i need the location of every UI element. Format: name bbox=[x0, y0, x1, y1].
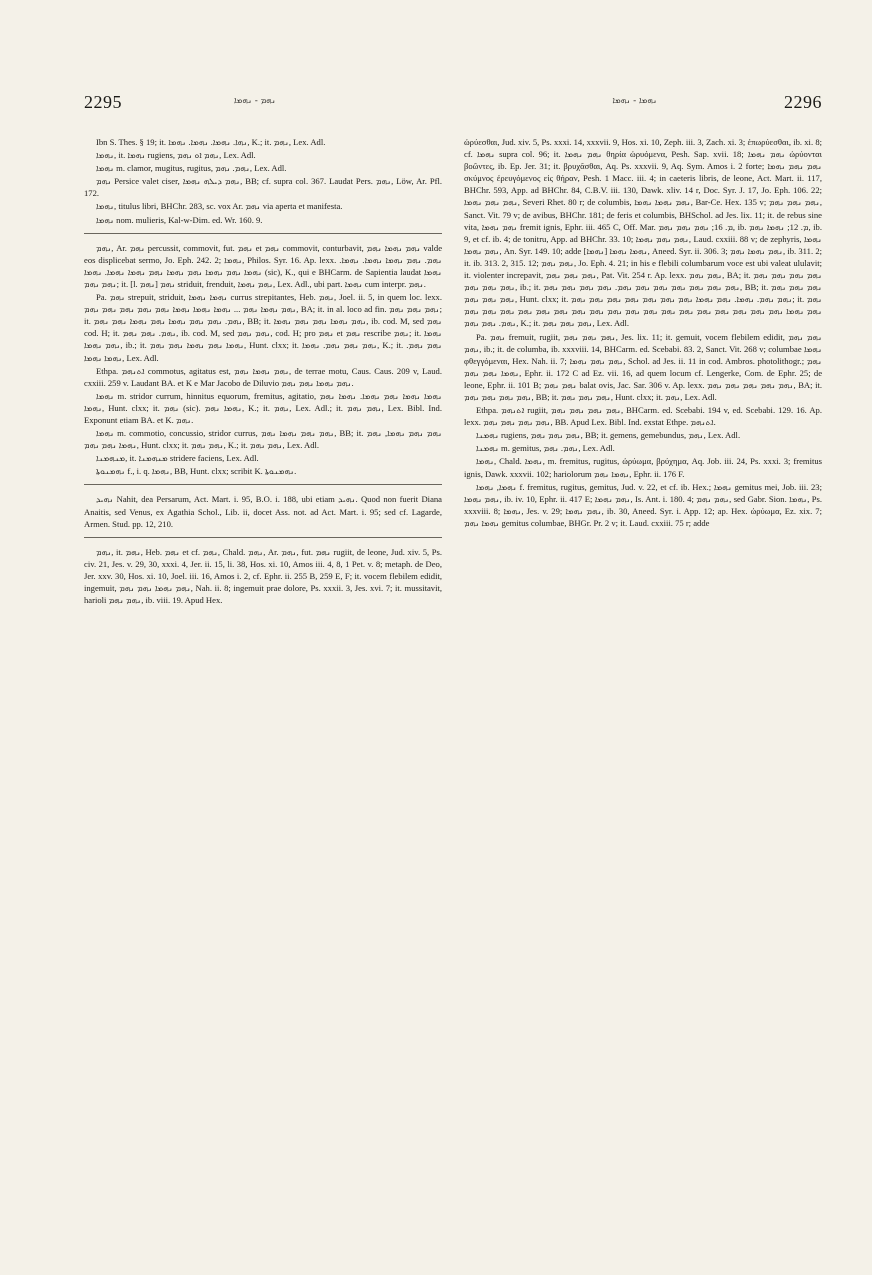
right-column bbox=[464, 136, 822, 1235]
dictionary-entry: ܢܗܡܢܐ m. gemitus, ܢܗܡ. ܢܗܡ, Lex. Adl. bbox=[476, 443, 615, 454]
dictionary-entry: Ibn S. Thes. § 19; it. ܢܗܐ. ܢܗܡܐ. ܢܗܡܐ. ܢܗܡܐ, K.; it. ܢܗܡ, Lex. Adl. bbox=[96, 137, 326, 147]
dictionary-entry: ܢܗܡܐ, titulus libri, BHChr. 283, sc. vox Ar. ܢܗܡ via aperta et manifesta. bbox=[96, 201, 343, 212]
right-page-number: 2296 bbox=[784, 92, 822, 112]
text-columns bbox=[84, 136, 822, 1235]
dictionary-entry: ܢܗܝܕ Nahit, dea Persarum, Act. Mart. i. 95, B.O. i. 188, ubi etiam ܢܗܝܕ. Quod non fuerit Diana Anaitis, sed Venus, ex Agathia Schol., Lib. ii, docet Ass. not. ad Act. Mart. i. 95; sed cf. Lagarde, Armen. Stud. pp. 12, 210. bbox=[84, 494, 442, 529]
dictionary-entry: ܢܗܡ, it. ܢܗܡ, Heb. ܢܗܡ et cf. ܢܗܡ, Chald. ܢܗܡ, Ar. ܢܗܡ, fut. ܢܗܡ rugiit, de leone, Jud. xiv. 5, Ps. civ. 21, Jes. v. 29, 30, xxxi. 4, Jer. ii. 15, li. 38, Hos. xi. 10, Amos iii. 4, 8, 1 Pet. v. 8; metaph. de Deo, Jer. xxv. 30, Hos. xi. 10, Joel. iii. 16, Amos i. 2, cf. Ephr. ii. 255 B, 259 E, F; it. vocem flebilem edidit, ingemuit, ܢܗܡ ܢܗܡܐ ܢܗܡ ܢܗܡ, Nah. ii. 8; ingemuit prae dolore, Ps. xxxii. 3, Jes. xvi. 7; it. mussitavit, harioli ܢܗܡ ܢܗܡ, ib. viii. 19. Apud Hex. bbox=[84, 546, 442, 606]
dictionary-entry: ܢܗܡܐ, ܢܗܡܐ f. fremitus, rugitus, gemitus, Jud. v. 22, et cf. ib. Hex.; ܢܗܡܐ gemitus mei, Job. iii. 23; ܢܗܡ ܢܗܡܐ, ib. iv. 10, Ephr. ii. 417 E; ܢܗܡ ܢܗܡܐ, Is. Ant. i. 180. 4; ܢܗܡ ܢܗܡ, sed Gabr. Sion. ܢܗܡܐ, Ps. xxxviii. 8; ܢܗܡܐ, Jes. v. 29; ܢܗܡ ܢܗܡܐ, ib. 30, Aneed. Syr. i. App. 12; ap. Hex. ὠρύωμα, Ez. xix. 7; ܢܗܡܐ ܢܗܡ gemitus columbae, BHGr. Pr. 2 v; it. Laud. cxxiii. 75 r; adde bbox=[464, 481, 822, 528]
dictionary-entry: ܢܗܡ, Ar. ܢܗܡ percussit, commovit, fut. ܢܗܡ et ܢܗܡ commovit, conturbavit, ܢܗܡ ܢܗܡܐ ܢܗܡ valde eos displicebat sermo, Jo. Eph. 242. 2; ܢܗܡܐ, Philos. Syr. 16. Ap. lexx. ܢܗܡ. ܢܗܡ ܢܗܡܐ ܢܗܡܐ. ܢܗܡܐ. ܢܗܡܐ ܢܗܡ ܢܗܡܐ ܢܗܡ ܢܗܡܐ ܢܗܡ ܢܗܡܐ ܢܗܡܐ. ܢܗܡܐ (sic), K., qui e BHCarm. de Sapientia laudat ܢܗܡܐ ܢܗܡ ܢܗܡ; it. [l. ܢܗܡ] ܢܗܡ striduit, frenduit, ܢܗܡ ܢܗܡܐ, Lex. Adl., ubi part. ܢܗܡܐ cum interpr. ܢܗܡ. bbox=[84, 242, 442, 289]
dictionary-entry: Pa. ܢܗܡ fremuit, rugiit, ܢܗܡ ܢܗܡ ܢܗܡ, Jes. lix. 11; it. gemuit, vocem flebilem edidit, ܢܗܡ ܢܗܡ ܢܗܡ, ib.; it. de columba, ib. xxxviii. 14, BHCarm. ed. Scebabi. 83. 2, Sanct. Vit. 268 v; columbae ܢܗܡܐ φθεγγόμεναι, Hex. Nah. ii. 7; ܢܗܡ ܢܗܡ ܢܗܡܐ, Schol. ad Jes. ii. 11 in cod. Ambros. photolithogr.; ܢܗܡ ܢܗܡܐ ܢܗܡ ܢܗܡ, Ephr. ii. 172 C ad Ez. vii. 16, ad quem locum cf. Lengerke, Com. de Ephr. 25; de leone, Ephr. ii. 101 B; ܢܗܡ ܢܗܡ balat ovis, Jac. Sar. 306 v. Ap. lexx. ܢܗܡ ܢܗܡ ܢܗܡ ܢܗܡ ܢܗܡ, BA; it. ܢܗܡ ܢܗܡ ܢܗܡ ܢܗܡ, BB; it. ܢܗܡ ܢܗܡ ܢܗܡ, Hunt. clxx; it. ܢܗܡ, Lex. Adl. bbox=[464, 331, 822, 402]
dictionary-entry: ܢܗܡܢܘܬܐ f., i. q. ܢܗܡܐ, BB, Hunt. clxx; scribit K. ܢܗܡܢܘܬܐ. bbox=[96, 466, 297, 477]
section-divider bbox=[84, 484, 442, 485]
dictionary-entry: Ethpa. ܐܬܢܗܡ rugiit, ܢܗܡ ܢܗܡ ܢܗܡ ܢܗܡ, BHCarm. ed. Scebabi. 194 v, ed. Scebabi. 129. 16. Ap. lexx. ܢܗܡ ܢܗܡ ܢܗܡ ܢܗܡ, BB. Apud Lex. Bibl. Ind. exstat Ethpe. ܐܬܢܗܡ. bbox=[464, 405, 822, 428]
dictionary-entry: ܢܗܡܐ m. clamor, mugitus, rugitus, ܢܗܡ. ܢܗܡ, Lex. Adl. bbox=[96, 163, 287, 174]
left-column bbox=[84, 136, 442, 1235]
dictionary-entry: Ethpa. ܐܬܢܗܡ commotus, agitatus est, ܢܗܡ ܢܗܡܐ ܢܗܡ, de terrae motu, Caus. Caus. 209 v, Laud. cxxiii. 259 v. Laudant BA. et K e Mar Jacobo de Diluvio ܢܗܡ ܢܗܡܐ ܢܗܡ ܢܗܡ. bbox=[84, 365, 442, 388]
dictionary-entry: ܡܢܗܡܢܐ, it. ܡܢܗܡܢܐ stridere faciens, Lex. Adl. bbox=[96, 453, 259, 464]
dictionary-entry: ὠρύεσθαι, Jud. xiv. 5, Ps. xxxi. 14, xxxvii. 9, Hos. xi. 10, Zeph. iii. 3, Zach. xi. 3; ἐπωρύεσθαι, ib. xi. 8; cf. ܢܗܡܐ supra col. 96; it. ܢܗܡ ܢܗܡܐ θηρία ὠρυόμενα, Pesh. Sap. xvii. 18; ܢܗܡ ܢܗܡܐ ὠρύονται βοῶντες, ib. Ep. Jer. 31; it. βρυχᾶσθαι, Aq. Ps. xxxvii. 9, Aq. Sym. Amos i. 2 forte; ܢܗܡ ܢܗܡ ܢܗܡܐ σκύμνος ἐρευγόμενος εἰς θήραν, Pesh. 1 Macc. iii. 4; in caeteris libris, de leone, Act. Mart. ii. 117, BHChr. 593, App. ad BHChr. 84, C.B.V. iii. 130, Dawk. xliv. 14 r, Doc. Syr. J. 17, Jo. Eph. 106. 22; ܢܗܡ ܢܗܡ ܢܗܡܐ, Severi Rhet. 80 r; de columbis, ܢܗܡ ܢܗܡܐ ܢܗܡܐ, Bar-Ce. Hex. 135 v; ܢܗܡ ܢܗܡ ܢܗܡ, Sanct. Vit. 79 v; de avibus, BHChr. 181; de feris et columbis, BHSchol. ad Jes. lix. 11; it. de rebus sine vita, ܢܗܡ ܢܗܡܐ fremit ignis, Ephr. iii. 465 C, Off. Mar. ܡ. 16; ܢܗܡ ܢܗܡ ܢܗܡ, ib. ܡ. 12; ܢܗܡܐ ܢܗܡ, ib. 9, et cf. ib. 4; de tonitru, App. ad BHChr. 33. 10; ܢܗܡ ܢܗܡ ܢܗܡܐ, Laud. cxxiii. 88 v; de zephyris, ܢܗܡܐ ܢܗܡ ܢܗܡܐ, An. Syr. 149. 10; adde ܢܗܡܐ ܢܗܡܐ [ܢܗܡܐ], Aneed. Syr. ii. 306. 3; ܢܗܡ ܢܗܡܐ ܢܗܡ, ib. 311. 2; it. ib. 313. 2, 315. 12; ܢܗܡ ܢܗܡ, Jo. Eph. 4. 21; in his e flebili columbarum voce est ubi valeat ululavit; it. violenter increpavit, ܢܗܡ ܢܗܡ ܢܗܡ, Pat. Vit. 254 r. Ap. lexx. ܢܗܡ ܢܗܡ, BA; it. ܢܗܡ ܢܗܡ ܢܗܡ ܢܗܡ ܢܗܡ ܢܗܡ ܢܗܡ, ib.; it. ܢܗܡ ܢܗܡ ܢܗܡ ܢܗܡ ܢܗܡ ܢܗܡ ܢܗܡ. ܢܗܡ ܢܗܡ ܢܗܡ ܢܗܡ, BB; it. ܢܗܡ ܢܗܡ ܢܗܡ ܢܗܡ ܢܗܡ ܢܗܡ, Hunt. clxx; it. ܢܗܡ ܢܗܡ. ܢܗܡܐ. ܢܗܡ ܢܗܡܐ ܢܗܡ ܢܗܡ ܢܗܡ ܢܗܡ ܢܗܡ ܢܗܡ ܢܗܡ; it. ܢܗܡ ܢܗܡ ܢܗܡܐ ܢܗܡ ܢܗܡ ܢܗܡ ܢܗܡ ܢܗܡ ܢܗܡ ܢܗܡ ܢܗܡ ܢܗܡ ܢܗܡ ܢܗܡ ܢܗܡ ܢܗܡ ܢܗܡ ܢܗܡ ܢܗܡ ܢܗܡ ܢܗܡ ܢܗܡ. ܢܗܡ ܢܗܡ, K.; it. ܢܗܡ ܢܗܡ ܢܗܡ, Lex. Adl. bbox=[464, 137, 822, 329]
right-running-head: ܢܗܡܐ - ܢܗܡܐ bbox=[612, 96, 657, 106]
dictionary-entry: ܢܗܡ Persice valet ciser, ܢܗܡ ܕܝܠܗ ܢܗܡܐ, BB; cf. supra col. 367. Laudat Pers. ܢܗܡ, Löw, Ar. Pfl. 172. bbox=[84, 176, 442, 199]
dictionary-entry: Pa. ܢܗܡ strepuit, striduit, ܢܗܡܐ ܢܗܡܐ currus strepitantes, Heb. ܢܗܡ, Joel. ii. 5, in quem loc. lexx. ܢܗܡ ܢܗܡܐ ܢܗܡ ... ܢܗܡܐ ܢܗܡܐ ܢܗܡܐ ܢܗܡ ܢܗܡ ܢܗܡ ܢܗܡ ܢܗܡ, BA; it. in al. loco ad fin. ܢܗܡ ܢܗܡ ܢܗܡ; it. ܢܗܡ. ܢܗܡ ܢܗܡ ܢܗܡܐ ܢܗܡ ܢܗܡܐ ܢܗܡ ܢܗܡ, BB; it. ܢܗܡ ܢܗܡܐ ܢܗܡ ܢܗܡ ܢܗܡܐ, ib. cod. M, sed ܢܗܡ cod. H; it. ܢܗܡ. ܢܗܡ ܢܗܡ, ib. cod. M, sed ܢܗܡ ܢܗܡ, cod. H; pro ܢܗܡ et ܢܗܡ rescribe ܢܗܡ; it. ܢܗܡܐ ܢܗܡ ܢܗܡܐ, ib.; it. ܢܗܡܐ ܢܗܡ ܢܗܡܐ ܢܗܡ ܢܗܡ, Hunt. clxx; it. ܢܗܡ ܢܗܡ ܢܗܡ. ܢܗܡܐ, K.; it. ܢܗܡ ܢܗܡ. ܢܗܡܐ ܢܗܡܐ, Lex. Adl. bbox=[84, 292, 442, 363]
section-divider bbox=[84, 537, 442, 538]
left-running-head: ܢܗܡ - ܢܗܡܐ bbox=[234, 96, 276, 106]
page-header bbox=[84, 88, 822, 116]
dictionary-entry: ܢܗܡܐ m. commotio, concussio, stridor currus, ܢܗܡ ܢܗܡ ܢܗܡܐ ܢܗܡ, BB; it. ܢܗܡ ܢܗܡ ܢܗܡܐ, ܢܗܡ ܢܗܡܐ ܢܗܡ ܢܗܡ, Hunt. clxx; it. ܢܗܡ ܢܗܡ, K.; it. ܢܗܡ ܢܗܡ, Lex. Adl. bbox=[84, 428, 442, 451]
dictionary-entry: ܢܗܡܐ m. stridor currum, hinnitus equorum, fremitus, agitatio, ܢܗܡܐ ܢܗܡܐ ܢܗܡ ܢܗܡܐ. ܢܗܡܐ ܢܗܡ ܢܗܡܐ, Hunt. clxx; it. ܢܗܡ (sic). ܢܗܡܐ ܢܗܡ, K.; it. ܢܗܡ, Lex. Adl.; it. ܢܗܡ ܢܗܡ, Lex. Bibl. Ind. Exponunt etiam BA. et K. ܢܗܡ. bbox=[84, 390, 442, 425]
dictionary-entry: ܢܗܡܢܐ rugiens, ܢܗܡ ܢܗܡ ܢܗܡ, BB; it. gemens, gemebundus, ܢܗܡ, Lex. Adl. bbox=[476, 430, 741, 441]
section-divider bbox=[84, 233, 442, 234]
left-page-number: 2295 bbox=[84, 92, 122, 112]
dictionary-entry: ܢܗܡܐ, it. ܢܗܡܐ rugiens, ܢܗܡ ܐܘ ܢܗܡ, Lex. Adl. bbox=[96, 150, 256, 161]
dictionary-entry: ܢܗܡܐ nom. mulieris, Kal-w-Dim. ed. Wr. 160. 9. bbox=[96, 214, 263, 225]
dictionary-entry: ܢܗܡܐ, Chald. ܢܗܡܐ, m. fremitus, rugitus, ὠρύωμα, βρύχημα, Aq. Job. iii. 24, Ps. xxxi. 3; fremitus ignis, Dawk. xxxvii. 102; hariolorum ܢܗܡܐ ܢܗܡ, Ephr. ii. 176 F. bbox=[464, 456, 822, 479]
